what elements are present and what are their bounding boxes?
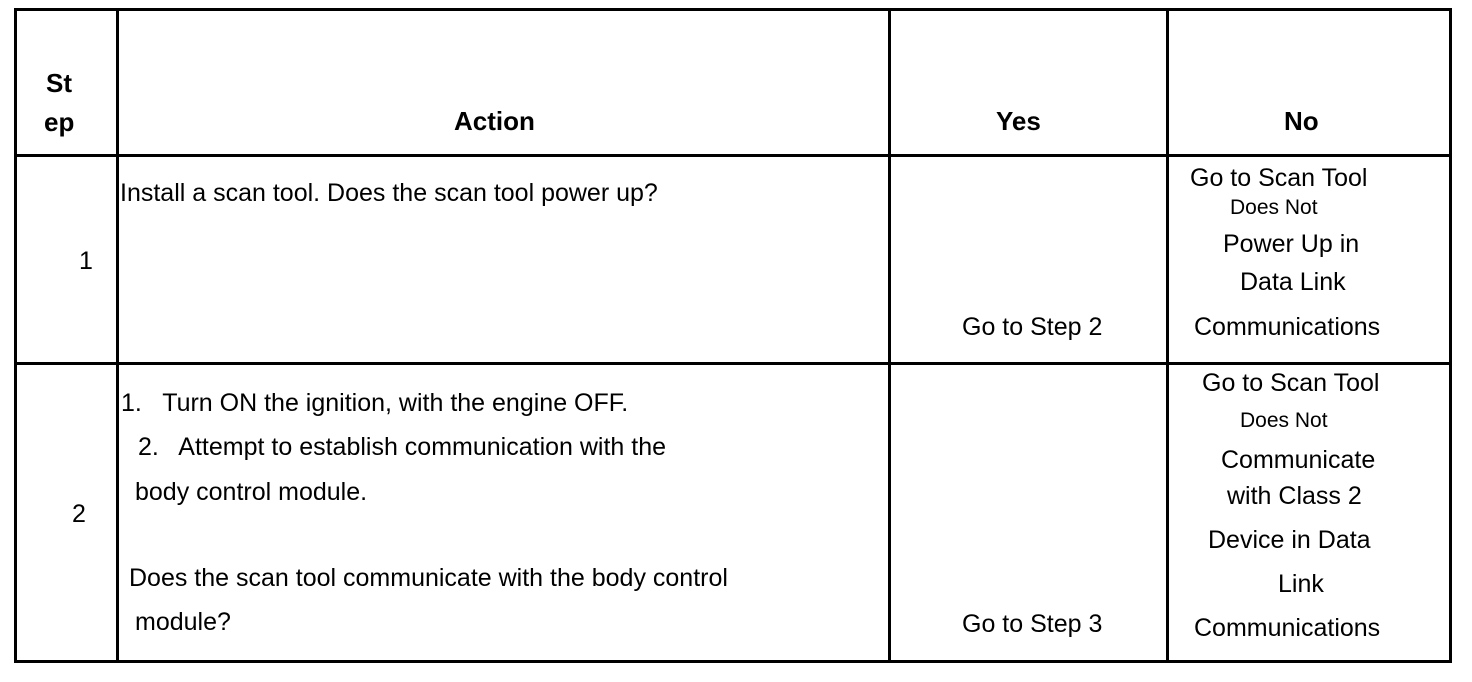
action-text: Does the scan tool communicate with the body control xyxy=(129,564,728,592)
no-outcome-line: Data Link xyxy=(1240,268,1346,296)
no-outcome-line: Device in Data xyxy=(1208,526,1371,554)
no-outcome-line: Does Not xyxy=(1240,409,1328,432)
no-outcome-line: Link xyxy=(1278,570,1324,598)
column-divider-action xyxy=(888,8,891,663)
header-step-line2: ep xyxy=(44,107,75,137)
header-no: No xyxy=(1284,106,1319,136)
table-border-right xyxy=(1449,8,1452,663)
no-outcome-line: Go to Scan Tool xyxy=(1202,369,1380,397)
yes-outcome: Go to Step 2 xyxy=(962,313,1103,341)
column-divider-yes xyxy=(1166,8,1169,663)
no-outcome-line: Communications xyxy=(1194,614,1381,642)
table-border-top xyxy=(14,8,1452,11)
action-text: module? xyxy=(135,608,231,636)
action-text: body control module. xyxy=(135,478,368,506)
no-outcome-line: Communicate xyxy=(1221,446,1376,474)
row-divider xyxy=(14,362,1452,365)
no-outcome-line: Does Not xyxy=(1230,196,1318,219)
action-text: 1. Turn ON the ignition, with the engine OFF. xyxy=(121,389,629,417)
table-border-bottom xyxy=(14,660,1452,663)
header-divider xyxy=(14,154,1452,157)
diagnostic-table xyxy=(14,8,1452,663)
table-border-left xyxy=(14,8,17,663)
step-number: 1 xyxy=(79,247,93,275)
no-outcome-line: Power Up in xyxy=(1223,230,1360,258)
yes-outcome: Go to Step 3 xyxy=(962,610,1103,638)
header-step-line1: St xyxy=(46,68,72,98)
action-text: Install a scan tool. Does the scan tool power up? xyxy=(120,179,658,207)
no-outcome-line: Communications xyxy=(1194,313,1381,341)
column-divider-step xyxy=(116,8,119,663)
no-outcome-line: with Class 2 xyxy=(1227,482,1362,510)
step-number: 2 xyxy=(72,500,86,528)
header-action: Action xyxy=(454,106,535,136)
action-text: 2. Attempt to establish communication with the xyxy=(138,433,667,461)
header-yes: Yes xyxy=(996,106,1041,136)
no-outcome-line: Go to Scan Tool xyxy=(1190,164,1368,192)
